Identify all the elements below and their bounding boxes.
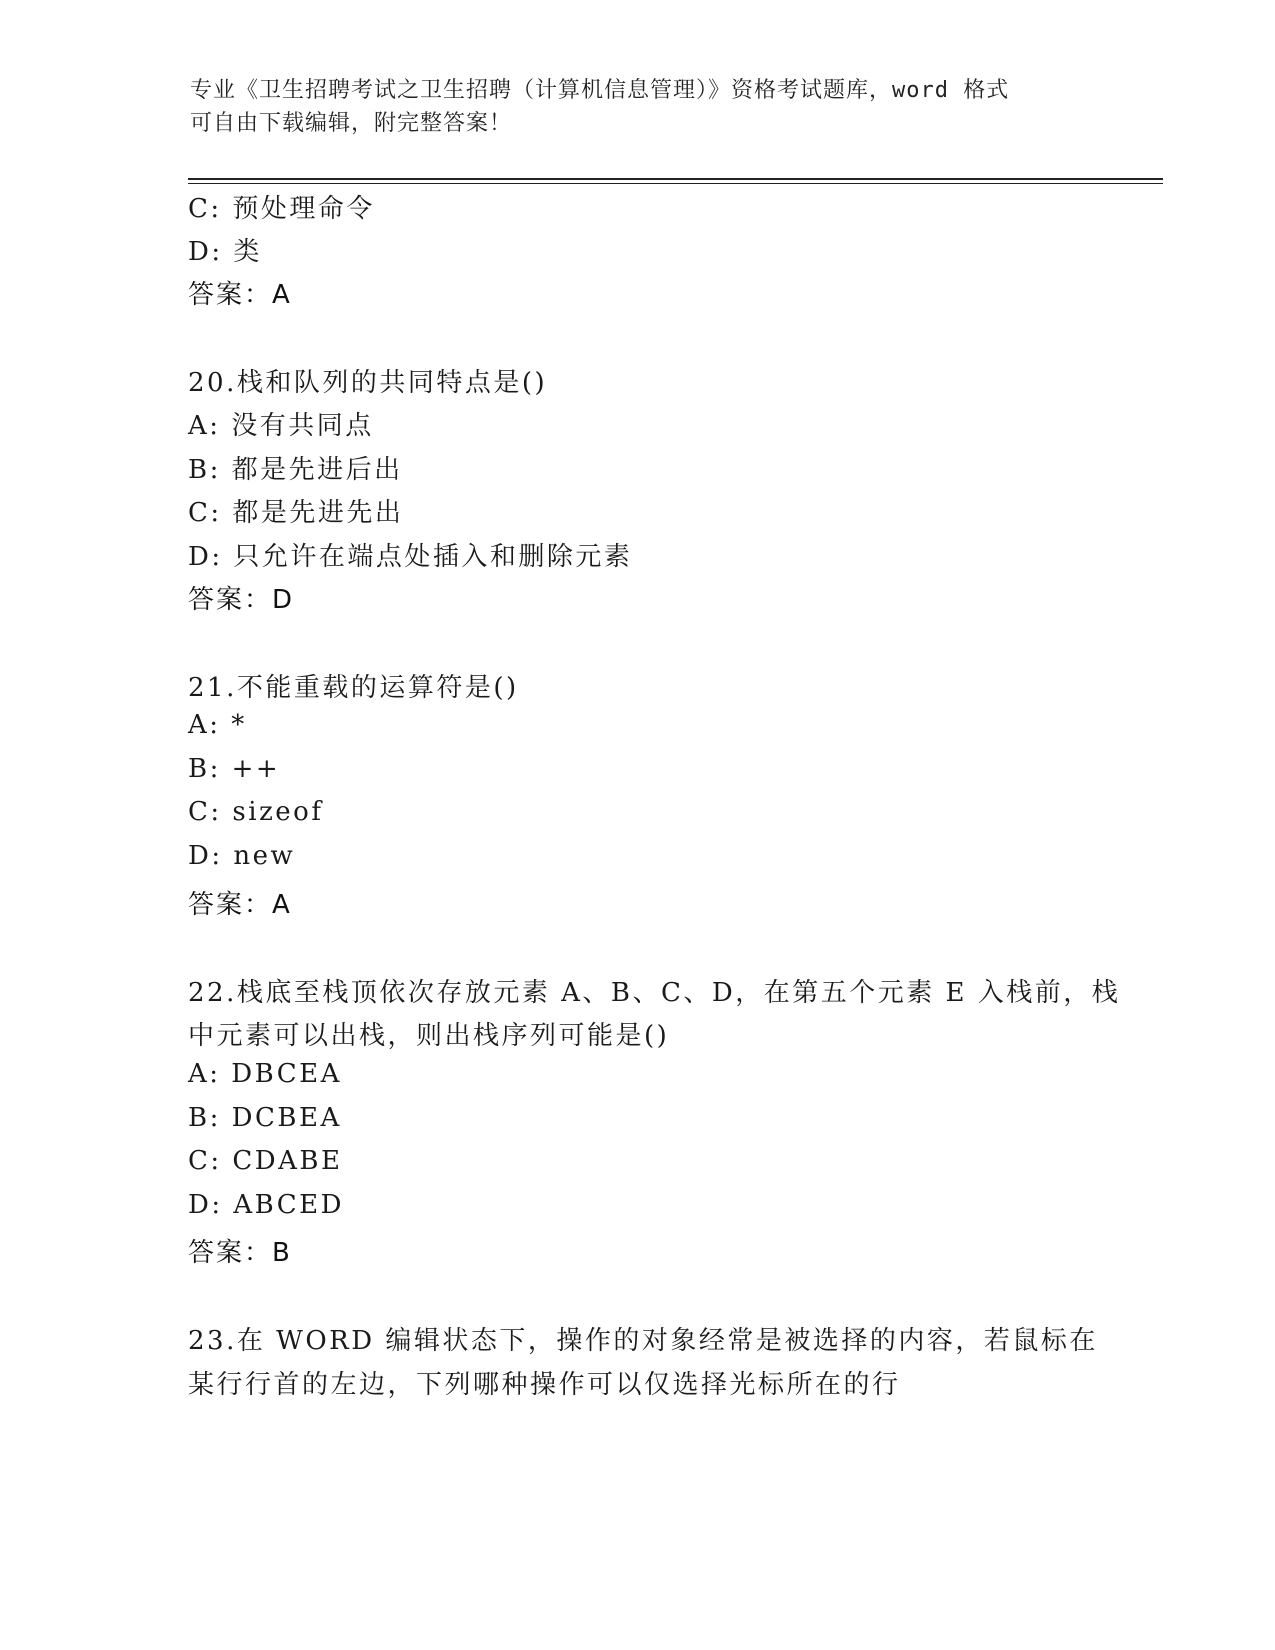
- q20-answer: 答案：D: [188, 585, 295, 615]
- q22-option-c: C: CDABE: [188, 1146, 343, 1176]
- document-header: [190, 74, 1090, 140]
- q22-option-b: B: DCBEA: [188, 1103, 342, 1133]
- q20-option-c: C: 都是先进先出: [188, 498, 404, 528]
- header-divider-thick: [188, 178, 1163, 180]
- q23-question-line-2: 某行行首的左边，下列哪种操作可以仅选择光标所在的行: [188, 1370, 901, 1400]
- q23-question-line-1: 23.在 WORD 编辑状态下，操作的对象经常是被选择的内容，若鼠标在: [188, 1326, 1098, 1356]
- q19-option-d: D: 类: [188, 237, 262, 267]
- q20-question: 20.栈和队列的共同特点是(): [188, 368, 548, 398]
- header-title-line-2: 可自由下载编辑，附完整答案！: [190, 111, 513, 136]
- q21-option-b: B: ++: [188, 754, 281, 784]
- q21-option-d: D: new: [188, 841, 296, 871]
- q21-option-c: C: sizeof: [188, 797, 324, 827]
- header-divider-thin: [188, 183, 1163, 184]
- q22-option-d: D: ABCED: [188, 1190, 344, 1220]
- q22-answer: 答案：B: [188, 1238, 292, 1268]
- q20-option-b: B: 都是先进后出: [188, 455, 403, 485]
- q20-option-d: D: 只允许在端点处插入和删除元素: [188, 542, 633, 572]
- q22-option-a: A: DBCEA: [188, 1059, 342, 1089]
- q19-answer: 答案：A: [188, 280, 292, 310]
- q21-option-a: A: *: [188, 710, 247, 740]
- q21-question: 21.不能重载的运算符是(): [188, 673, 519, 703]
- q20-option-a: A: 没有共同点: [188, 411, 374, 441]
- q22-question-line-2: 中元素可以出栈，则出栈序列可能是(): [188, 1021, 670, 1051]
- q22-question-line-1: 22.栈底至栈顶依次存放元素 A、B、C、D，在第五个元素 E 入栈前，栈: [188, 978, 1121, 1008]
- q19-option-c: C: 预处理命令: [188, 194, 375, 224]
- q21-answer: 答案：A: [188, 890, 292, 920]
- header-title-line-1: 专业《卫生招聘考试之卫生招聘（计算机信息管理）》资格考试题库，word 格式: [190, 78, 1010, 103]
